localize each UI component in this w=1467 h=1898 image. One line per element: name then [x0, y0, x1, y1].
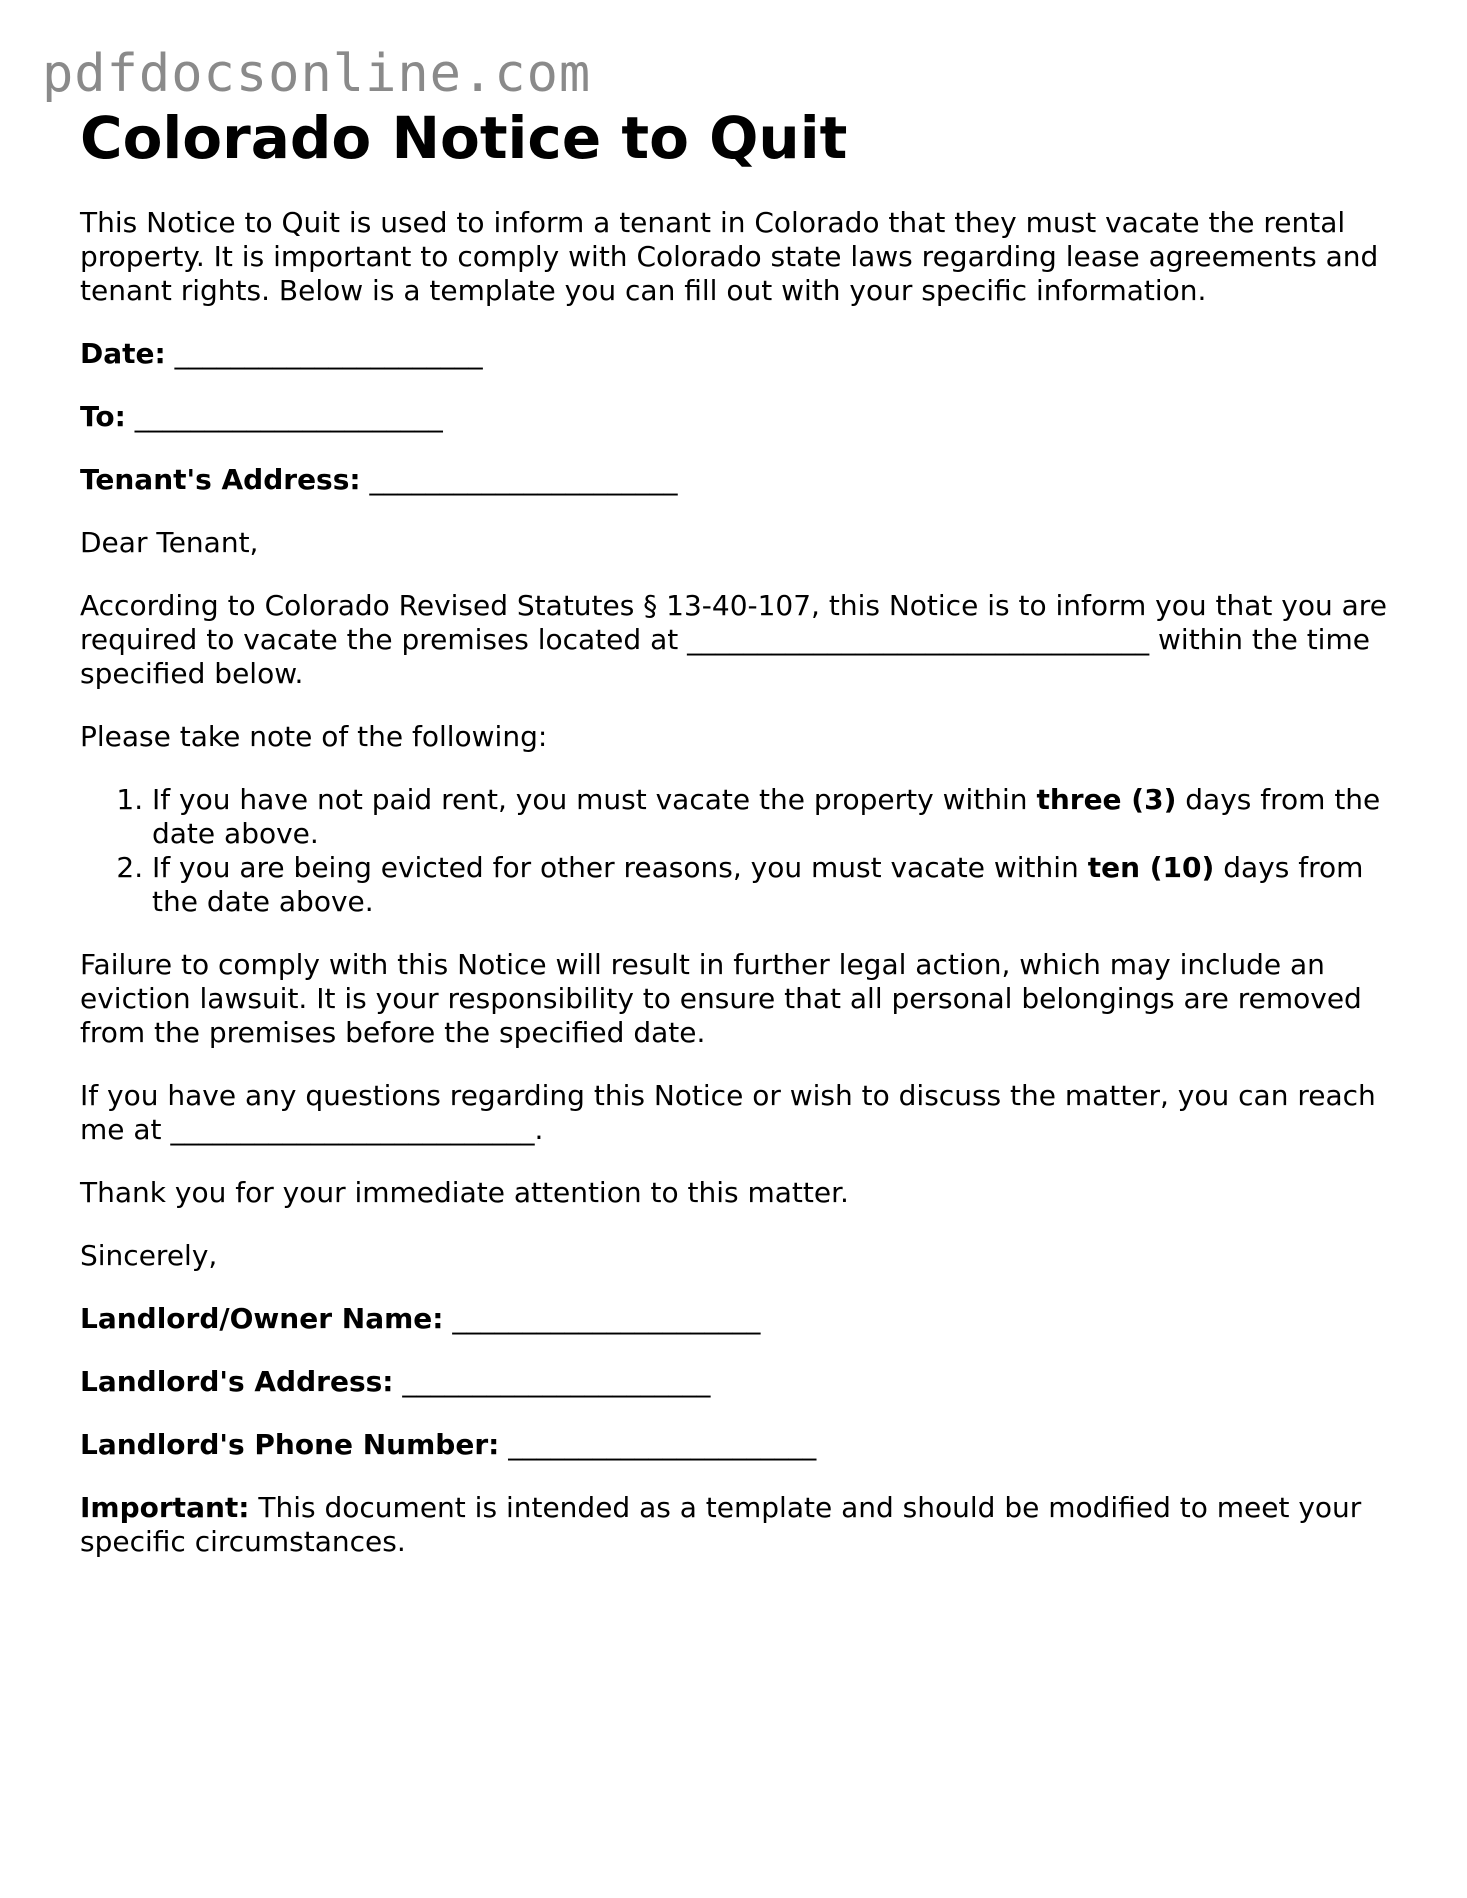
important-text: This document is intended as a template and should be modified to meet your specific circumstances.: [80, 1491, 1362, 1558]
to-label: To:: [80, 400, 126, 433]
to-blank[interactable]: ______________________: [134, 400, 443, 433]
notes-list: [80, 783, 1400, 919]
note-text: If you have not paid rent, you must vacate the property within: [152, 783, 1028, 816]
list-item: [152, 783, 1400, 851]
note-emphasis: three (3): [1036, 783, 1177, 816]
list-item: [152, 851, 1400, 919]
tenant-address-label: Tenant's Address:: [80, 463, 361, 496]
thanks-line: Thank you for your immediate attention to this matter.: [80, 1176, 849, 1209]
statute-paragraph: [80, 589, 1400, 691]
salutation: Dear Tenant,: [80, 526, 259, 559]
failure-paragraph: Failure to comply with this Notice will result in further legal action, which may include an eviction lawsuit. It is your responsibility to ensure that all personal belongings are removed from the premises before the specified date.: [80, 948, 1362, 1049]
page-title: Colorado Notice to Quit: [80, 104, 848, 172]
date-blank[interactable]: ______________________: [174, 337, 483, 370]
landlord-name-blank[interactable]: ______________________: [452, 1302, 761, 1335]
date-label: Date:: [80, 337, 166, 370]
landlord-address-label: Landlord's Address:: [80, 1365, 394, 1398]
contact-paragraph: [80, 1079, 1400, 1147]
contact-period: .: [534, 1113, 544, 1146]
statute-text: According to Colorado Revised Statutes § 13-40-107, this Notice is to inform you that you are required to vacate the premises located at: [80, 589, 1387, 656]
landlord-phone-field: [80, 1428, 1400, 1462]
note-emphasis: ten (10): [1087, 851, 1215, 884]
closing-line: Sincerely,: [80, 1239, 218, 1272]
note-intro: Please take note of the following:: [80, 720, 548, 753]
important-note: [80, 1491, 1400, 1559]
tenant-address-blank[interactable]: ______________________: [369, 463, 678, 496]
landlord-phone-blank[interactable]: ______________________: [508, 1428, 817, 1461]
note-text-end: days from the date above.: [152, 851, 1364, 918]
landlord-name-field: [80, 1302, 1400, 1336]
watermark: pdfdocsonline.com: [42, 44, 592, 104]
contact-blank[interactable]: __________________________: [170, 1113, 535, 1146]
statute-text-end: within the time specified below.: [80, 623, 1370, 690]
landlord-name-label: Landlord/Owner Name:: [80, 1302, 444, 1335]
document-page: [80, 100, 1400, 1559]
intro-paragraph: This Notice to Quit is used to inform a tenant in Colorado that they must vacate the rental property. It is important to comply with Colorado state laws regarding lease agreements and tenant rights. Below is a template you can fill out with your specific information.: [80, 206, 1379, 307]
premises-blank[interactable]: _________________________________: [687, 623, 1150, 656]
landlord-phone-label: Landlord's Phone Number:: [80, 1428, 500, 1461]
tenant-address-field: [80, 463, 1400, 497]
contact-text: If you have any questions regarding this Notice or wish to discuss the matter, you can reach me at: [80, 1079, 1376, 1146]
note-text-end: days from the date above.: [152, 783, 1381, 850]
note-text: If you are being evicted for other reasons, you must vacate within: [152, 851, 1079, 884]
date-field: [80, 337, 1400, 371]
landlord-address-blank[interactable]: ______________________: [402, 1365, 711, 1398]
important-label: Important:: [80, 1491, 250, 1524]
to-field: [80, 400, 1400, 434]
landlord-address-field: [80, 1365, 1400, 1399]
